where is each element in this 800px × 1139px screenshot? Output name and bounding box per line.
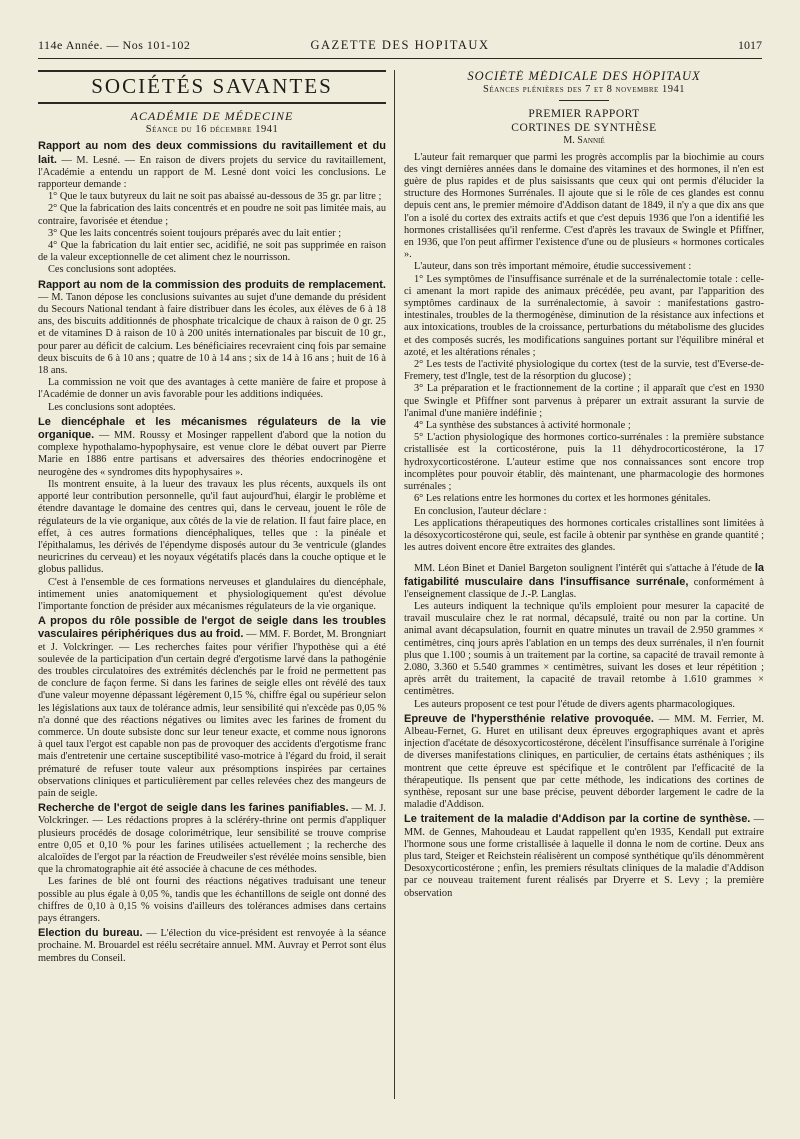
article-heading: Rapport au nom des deux commissions du ravitaillement et du lait. (38, 140, 386, 166)
paragraph: Les auteurs proposent ce test pour l'étude de divers agents pharmacologiques. (414, 698, 735, 710)
page-header (38, 28, 762, 64)
session-date: Séance du 16 décembre 1941 (145, 124, 279, 136)
article-heading: la fatigabilité musculaire dans l'insuffisance surrénale, (404, 562, 764, 588)
journal-title: GAZETTE DES HOPITAUX (310, 38, 490, 52)
session-date: Séances plénières des 7 et 8 novembre 1941 (483, 84, 685, 96)
list-item: 5° L'action physiologique des hormones cortico-surrénales : la première substance cristallisée est la corticostérone, puis la 11 déhydrocorticostérone, la 17 hydroxycorticostérone. L'auteur estime que nos connaissances sont encore trop incomplètes pour pouvoir établir, dès maintenant, une pharmacologie des hormones surrénales ; (404, 432, 764, 493)
article-heading: Le traitement de la maladie d'Addison par la cortine de synthèse. (404, 813, 751, 826)
article-body: conformément à l'enseignement classique de J.-P. Langlas. (404, 576, 764, 600)
paragraph: L'auteur fait remarquer que parmi les progrès accomplis par la biochimie au cours des vingt dernières années dans le domaine des vitamines et des hormones, il n'en est guère de plus rapides et de plus saisissants que ceux qui ont permis d'élucider la structure des Hormones Surrénales. Il ajoute que si le rôle de ces glandes est connu depuis cent ans, le premier mémoire d'Addison datant de 1849, il n'y a que dix ans que l'on a isolé du cortex des extraits actifs et que c'est depuis 1936 que l'on a identifié les hormones cristallisées qu'il renferme. C'est d'après les travaux de Swingle et Pfiffner, en 1936, que l'on peut affirmer l'existence d'une ou de plusieurs « hormones corticales ». (404, 151, 764, 261)
article-body: MM. Léon Binet et Daniel Bargeton soulignent l'intérêt qui s'attache à l'étude de (414, 563, 752, 575)
academy-title: ACADÉMIE DE MÉDECINE (130, 109, 294, 123)
paragraph: En conclusion, l'auteur déclare : (414, 505, 547, 517)
right-column (404, 70, 764, 1105)
list-item: 2° Que la fabrication des laits concentrés et en poudre ne soit pas limitée mais, au contraire, favorisée et étendue ; (38, 203, 386, 227)
article-heading: Epreuve de l'hypersthénie relative provoquée. (404, 712, 654, 725)
list-item: 6° Les relations entre les hormones du cortex et les hormones génitales. (414, 493, 711, 505)
article-hypersthenia (404, 713, 764, 812)
header-rule (38, 58, 762, 59)
report-subtitle: CORTINES DE SYNTHÈSE (511, 122, 657, 135)
list-item: 3° La préparation et le fractionnement de la cortine ; il apparaît que c'est en 1930 que Swingle et Pfiffner sont parvenus à préparer un extrait assurant la survie de l'animal d'une manière indéfinie ; (404, 383, 764, 419)
article-body: — MM. F. Bordet, M. Brongniart et J. Volckringer. — Les recherches faites pour vérifier l'hypothèse qui a été soulevée de la participation d'un certain degré d'ergotisme larvé dans la pathogénie des troubles circulatoires des extrémités déclenchés par le froid ne permettent pas de conclure de façon ferme. Si dans les farines de seigle elles ont révélé des taux d'une valeur moyenne dépassant légèrement 0,15 %, chiffre égal ou supérieur selon les législations aux taux de tolérance admis, leur sensibilité qui n'excède pas 0,05 % n'a donné que des réactions négatives ou limites avec les farines de froment du commerce. Un doute subsiste donc sur leur teneur exacte, et comme nous ignorons à quel taux l'ergot est capable non pas de provoquer des accidents d'ergotisme franc mais d'entretenir une certaine susceptibilité vaso-motrice à l'égard du froid, il serait prématuré de refuser toute valeur aux présomptions inspirées par certaines observations cliniques et particulièrement par celles relevées chez des mangeurs de pain de seigle. (38, 629, 386, 799)
society-title: SOCIÉTÉ MÉDICALE DES HÔPITAUX (467, 70, 701, 83)
article-heading: Rapport au nom de la commission des produits de remplacement. (38, 278, 386, 291)
article-election (38, 927, 386, 965)
article-ergot-vascular (38, 615, 386, 800)
article-body: — M. Tanon dépose les conclusions suivantes au sujet d'une demande du président du Secours National tendant à faire distribuer dans les écoles, aux élèves de 6 à 18 ans, des biscuits additionnés de phosphate tricalcique de chaux à raison de 0 gr. 25 et de vitamines D à raison de 10 à 200 unités internationales par biscuit de 10 gr., pour parer au déficit de calcium. Les bénéficiaires recevraient cinq fois par semaine deux biscuits de 6 à 10 ans ; quatre de 10 à 14 ans ; six de 14 à 16 ans ; huit de 16 à 18 ans. (38, 291, 386, 377)
paragraph: C'est à l'ensemble de ces formations nerveuses et glandulaires du diencéphale, intimement unies anatomiquement et physiologiquement qu'est dévolue l'importante fonction de présider aux mécanismes régulateurs de la vie organique. (38, 576, 386, 612)
paragraph: L'auteur, dans son très important mémoire, étudie successivement : (414, 261, 692, 273)
article-body: — MM. M. Ferrier, M. Albeau-Fernet, G. Huret en utilisant deux épreuves ergographiques avant et après injection d'acétate de désoxycorticostérone, décèlent l'insuffisance surrénale à l'origine de diverses manifestations cliniques, en particulier, de certains états asthéniques ; ils montrent que cette épreuve est spécifique et le contrôlent par l'efficacité de la thérapeutique. Ils pensent que par cette méthode, les indications des cortines de synthèse, reposant sur une base précise, peuvent déborder largement le cadre de la maladie d'Addison. (404, 713, 764, 811)
article-body: — MM. de Gennes, Mahoudeau et Laudat rappellent qu'en 1935, Kendall put extraire l'hormone sous une forme cristallisée à laquelle il donna le nom de cortine. Deux ans plus tard, Steiger et Reichstein réalisèrent un composé synthétique qu'ils dénommèrent Desoxycorticostérone ; enfin, les premiers résultats cliniques de la maladie d'Addison par ce nouveau traitement furent réalisés par Dryerre et S. Levy ; la première observation (404, 814, 764, 899)
short-rule (559, 100, 609, 101)
conclusion-text: Les conclusions sont adoptées. (48, 401, 176, 413)
article-replacement-products (38, 279, 386, 378)
paragraph: Les applications thérapeutiques des hormones corticales cristallines sont limitées à la désoxycorticostérone qui, seule, est facile à obtenir par synthèse en grande quantité ; les autres doivent encore être extraites des glandes. (404, 517, 764, 554)
list-item: 4° La synthèse des substances à activité hormonale ; (414, 420, 631, 432)
article-muscular-fatigue (404, 562, 764, 601)
article-body: — MM. Roussy et Mosinger rappellent d'abord que la notion du complexe hypothalamo-hypophysaire, est venue clore le débat ouvert par Pierre Marie en 1886 entre partisans et adversaires des théories endocrinogène et neurogène des « syndromes dits hypophysaires ». (38, 430, 386, 478)
article-heading: Election du bureau. (38, 927, 143, 940)
paragraph: Les farines de blé ont fourni des réactions négatives traduisant une teneur possible au plus égale à 0,05 %, tandis que les échantillons de seigle ont donné des chiffres de 0,10 à 0,15 % voisins d'ailleurs des tolérances admises dans certains pays étrangers. (38, 876, 386, 924)
column-divider (394, 70, 395, 1099)
article-milk-report (38, 140, 386, 191)
section-title: SOCIÉTÉS SAVANTES (38, 70, 386, 104)
article-ergot-flour (38, 802, 386, 876)
list-item: 3° Que les laits concentrés soient toujours préparés avec du lait entier ; (48, 227, 342, 239)
article-heading: Recherche de l'ergot de seigle dans les farines panifiables. (38, 802, 349, 815)
page-number: 1017 (738, 38, 762, 52)
list-item: 1° Les symptômes de l'insuffisance surrénale et de la surrénalectomie totale : celle-ci amenant la mort rapide des animaux précédée, peu avant, par l'apparition des symptômes cardinaux de la surrénalectomie, à savoir : manifestations gastro-intestinales, troubles de la thermogénèse, diminution de la résistance aux infections et aux intoxications, troubles de la croissance, perturbations du métabolisme des glucides et des composés sucrés, les modifications sanguines portant sur l'équilibre minéral et azoté, et les altérations rénales ; (404, 273, 764, 358)
list-item: 2° Les tests de l'activité physiologique du cortex (test de la survie, test d'Everse-de-Fremery, test d'Ingle, test de la résorption du glucose) ; (404, 359, 764, 383)
article-body: — M. Lesné. — En raison de divers projets du service du ravitaillement, l'Académie a entendu un rapport de M. Lesné dont voici les conclusions. Le rapporteur demande : (38, 154, 386, 191)
article-diencephalon (38, 416, 386, 479)
article-body: — L'élection du vice-président est renvoyée à la séance prochaine. M. Brouardel est réélu secrétaire annuel. MM. Auvray et Perrot sont élus membres du Conseil. (38, 928, 386, 964)
conclusion-text: Ces conclusions sont adoptées. (48, 264, 177, 276)
paragraph: Ils montrent ensuite, à la lueur des travaux les plus récents, auxquels ils ont apporté leur contribution personnelle, qu'il faut aujourd'hui, élargir le problème et étendre davantage le domaine des centres qui, dans le cerveau, jouent le rôle de régulateurs de la vie organique, aux côtés de la vie de relation. Il faut faire place, en effet, à ces autres formations diencéphaliques, telles que : la pinéale et l'épithalamus, les dérivés de l'épendyme disposés autour du 3e ventricule (glandes neuricrines du cerveau) et les noyaux végétatifs placés dans la couche optique et le globus pallidus. (38, 478, 386, 576)
left-column (38, 70, 386, 1105)
list-item: 1° Que le taux butyreux du lait ne soit pas abaissé au-dessous de 35 gr. par litre ; (48, 191, 382, 203)
list-item: 4° Que la fabrication du lait entier sec, acidifié, ne soit pas supprimée en raison de la valeur exceptionnelle de cet aliment chez le nourrisson. (38, 240, 386, 264)
report-title: PREMIER RAPPORT (528, 108, 640, 121)
article-body: — M. J. Volckringer. — Les rédactions propres à la scléréry-thrine ont permis d'appliquer plusieurs procédés de dosage colorimétrique, leur sensibilité se trouve comprise entre 0,05 et 0,10 % pour les farines utilisées actuellement ; la recherche des alcaloïdes de l'ergot par la réaction de Freudweiler s'est révélée moins sensible, bien que la chromatographie ait été associée à chacune de ces méthodes. (38, 803, 386, 876)
report-author: M. Sannié (563, 135, 605, 147)
article-heading: A propos du rôle possible de l'ergot de seigle dans les troubles vasculaires périphériques dus au froid. (38, 615, 386, 641)
paragraph: Les auteurs indiquent la technique qu'ils emploient pour mesurer la capacité de travail musculaire chez le rat normal, décapsulé, traité ou non par la cortine. Un animal avant décapsulation, fournit en quatre minutes un travail de 2.950 grammes × centimètres, cinq jours après l'ablation en un temps des deux surrénales, il n'en fournit plus que 1.100 ; soumis à un traitement par la cortine, sa capacité de travail remonte à 2.080, 3.360 et 5.540 grammes × centimètres, suivant les doses et leur répétition ; après arrêt du traitement, la capacité de travail retombe à 1.610 grammes × centimètres. (404, 600, 764, 698)
article-addison-treatment (404, 813, 764, 899)
paragraph: La commission ne voit que des avantages à cette manière de faire et propose à l'Académie de donner un avis favorable pour les additions indiquées. (38, 377, 386, 401)
article-heading: Le diencéphale et les mécanismes régulateurs de la vie organique. (38, 415, 386, 442)
issue-label: 114e Année. — Nos 101-102 (38, 38, 191, 52)
